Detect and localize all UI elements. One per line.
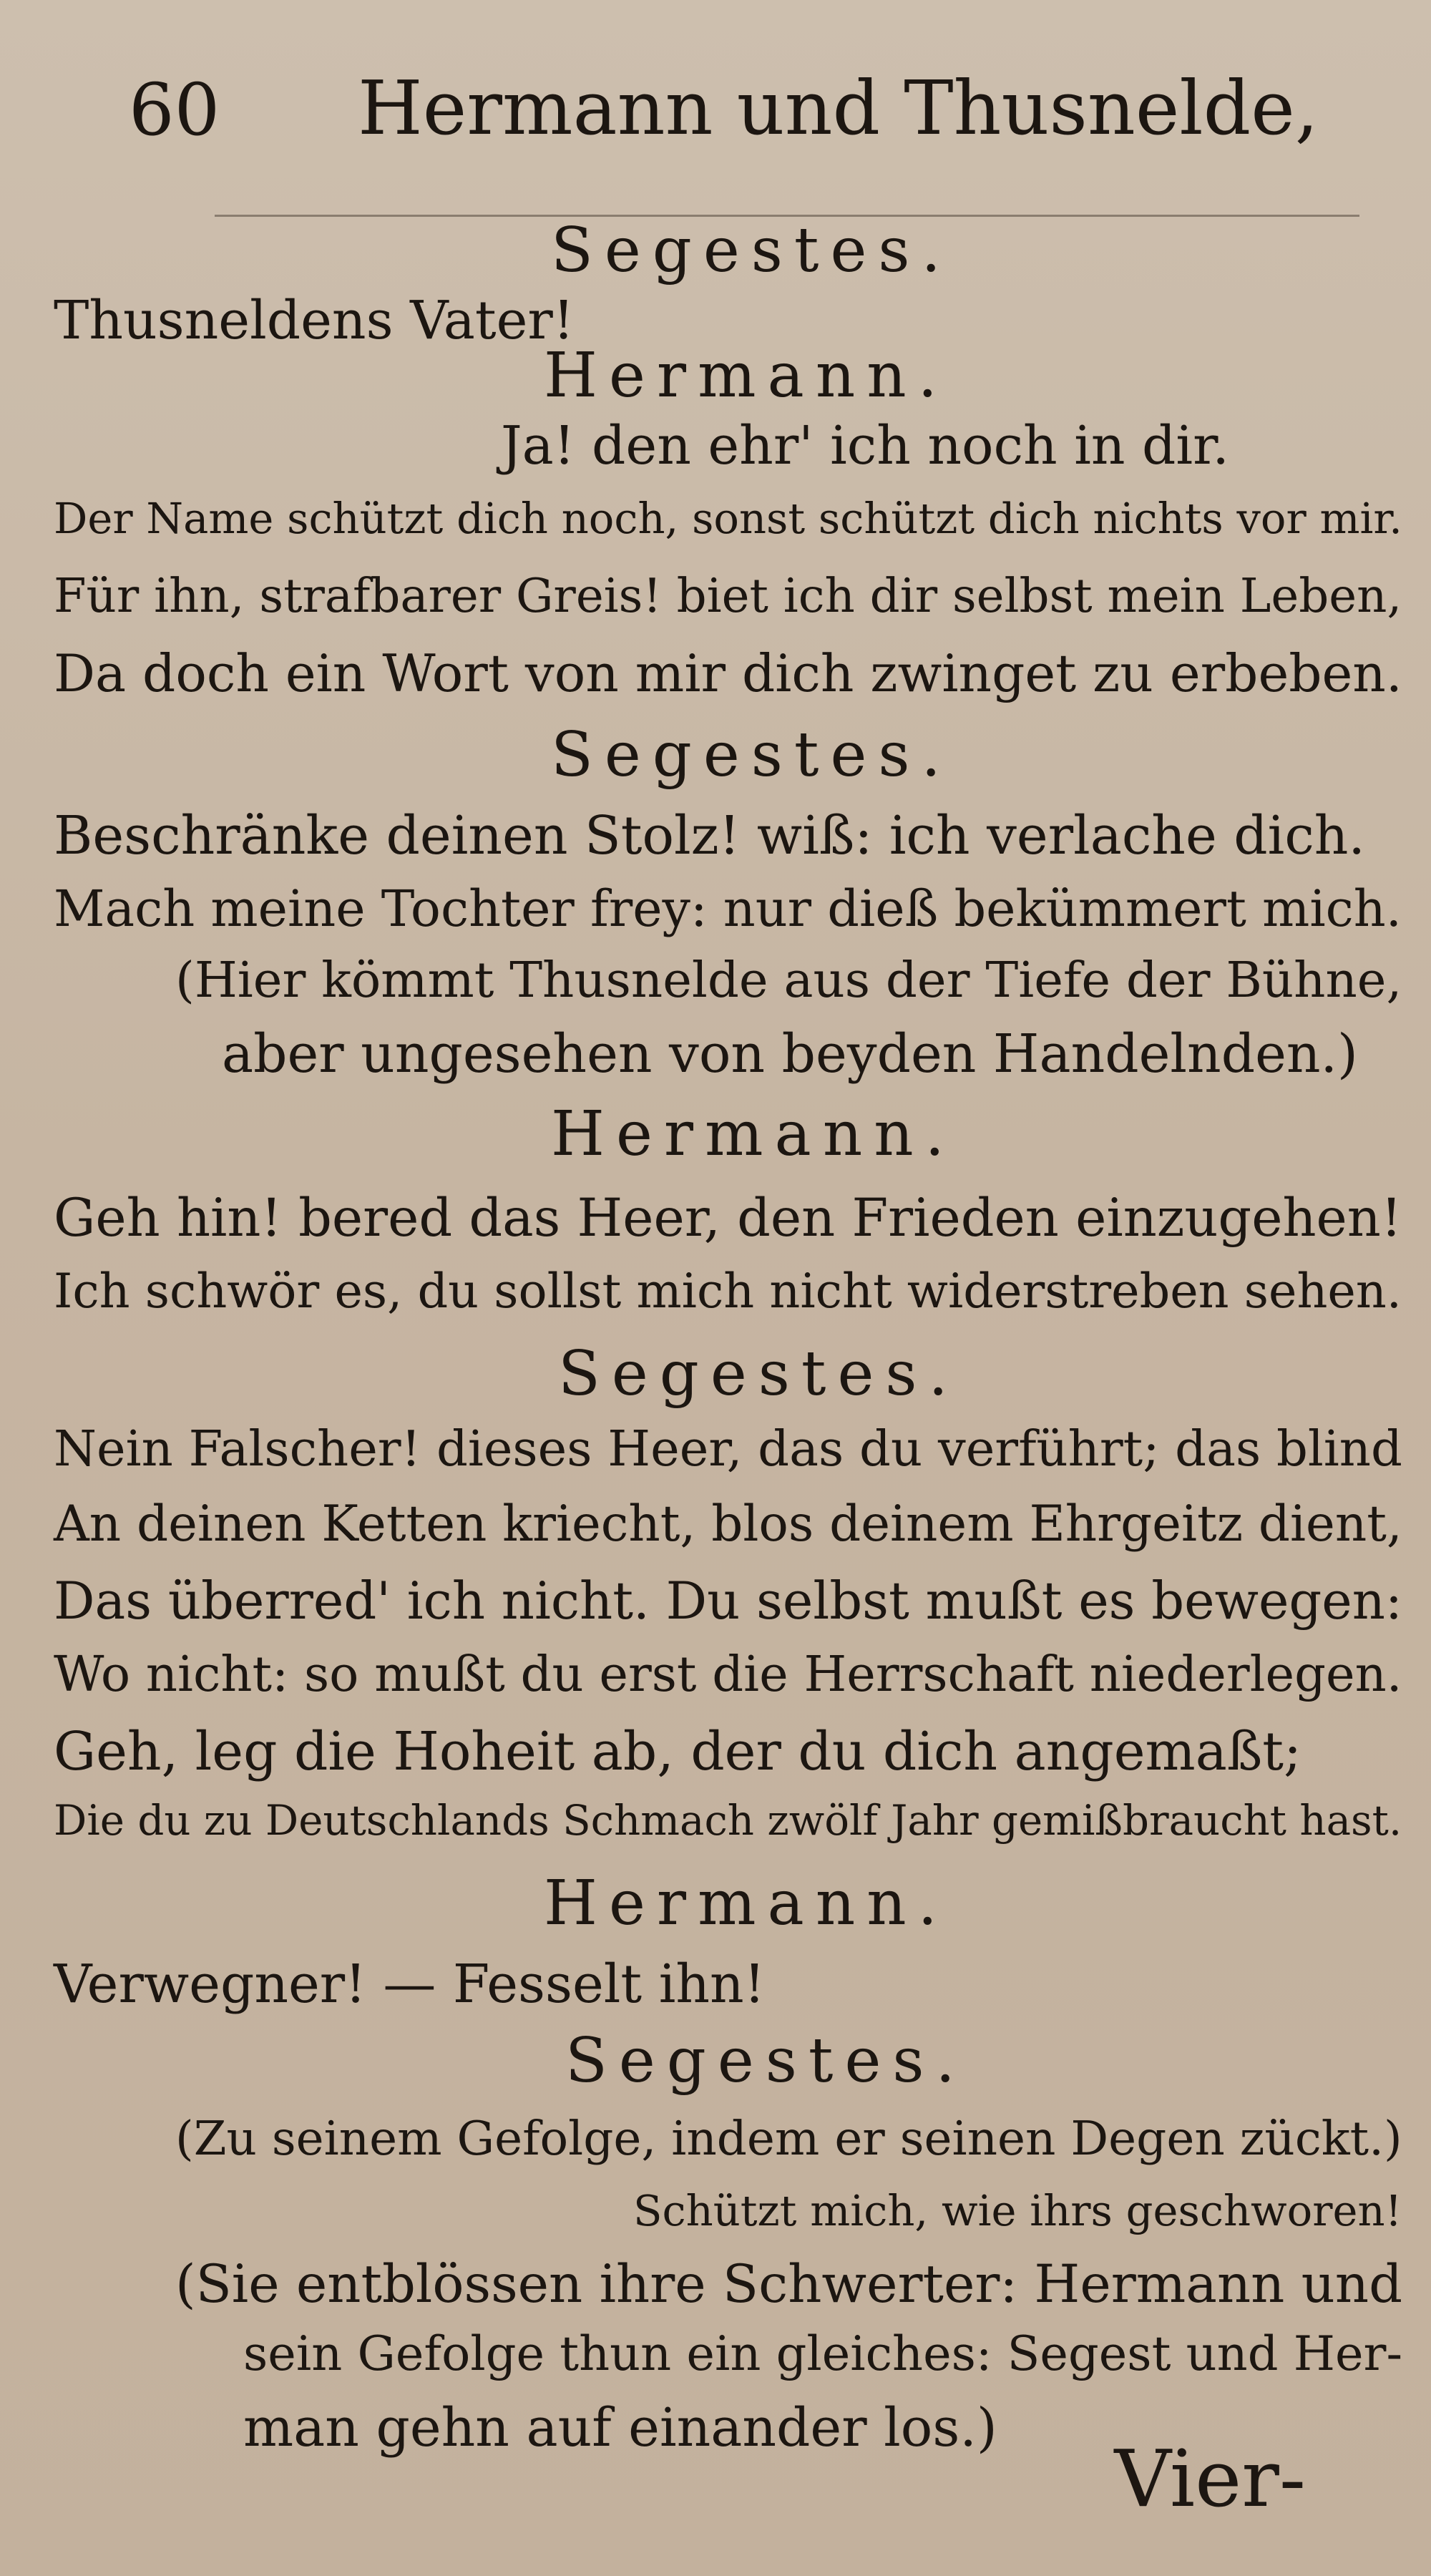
verse-line: Nein Falscher! dieses Heer, das du verführt; das blind: [54, 1420, 1402, 1478]
verse-line: Ja! den ehr' ich noch in dir.: [501, 415, 1229, 477]
verse-line: Geh hin! bered das Heer, den Frieden einzugehen!: [54, 1188, 1402, 1249]
speaker-name: Hermann.: [544, 340, 949, 411]
verse-line: Beschränke deinen Stolz! wiß: ich verlache dich.: [54, 805, 1365, 867]
speaker-name: Hermann.: [544, 1868, 949, 1939]
verse-line: Wo nicht: so mußt du erst die Herrschaft niederlegen.: [54, 1646, 1402, 1703]
speaker-name: Hermann.: [551, 1098, 956, 1170]
speaker-name: Segestes.: [558, 1338, 959, 1410]
verse-line: Für ihn, strafbarer Greis! biet ich dir selbst mein Leben,: [54, 569, 1402, 623]
verse-line: Das überred' ich nicht. Du selbst mußt es bewegen:: [54, 1571, 1403, 1631]
speaker-name: Segestes.: [565, 2025, 967, 2097]
stage-direction: sein Gefolge thun ein gleiches: Segest und Her-: [243, 2326, 1403, 2381]
verse-line: An deinen Ketten kriecht, blos deinem Ehrgeitz dient,: [54, 1496, 1402, 1553]
verse-line: Thusneldens Vater!: [54, 290, 575, 351]
catchword: Vier-: [1114, 2433, 1306, 2524]
verse-line: Die du zu Deutschlands Schmach zwölf Jahr gemißbraucht hast.: [54, 1796, 1402, 1845]
verse-line: Mach meine Tochter frey: nur dieß bekümmert mich.: [54, 880, 1402, 938]
verse-line: Der Name schützt dich noch, sonst schützt dich nichts vor mir.: [54, 494, 1402, 543]
speaker-name: Segestes.: [551, 719, 952, 791]
stage-direction: man gehn auf einander los.): [243, 2397, 997, 2459]
running-title: Hermann und Thusnelde,: [358, 64, 1319, 152]
stage-direction: aber ungesehen von beyden Handelnden.): [222, 1023, 1358, 1085]
stage-direction: (Sie entblössen ihre Schwerter: Hermann und: [175, 2254, 1402, 2315]
stage-direction: (Zu seinem Gefolge, indem er seinen Degen zückt.): [175, 2111, 1402, 2166]
verse-line: Ich schwör es, du sollst mich nicht widerstreben sehen.: [54, 1263, 1402, 1319]
verse-line: Verwegner! — Fesselt ihn!: [54, 1953, 766, 2015]
verse-line: Da doch ein Wort von mir dich zwinget zu erbeben.: [54, 644, 1402, 704]
verse-line: Schützt mich, wie ihrs geschworen!: [633, 2186, 1402, 2235]
speaker-name: Segestes.: [551, 215, 952, 286]
stage-direction: (Hier kömmt Thusnelde aus der Tiefe der Bühne,: [175, 952, 1402, 1009]
verse-line: Geh, leg die Hoheit ab, der du dich angemaßt;: [54, 1721, 1301, 1782]
page-number: 60: [129, 68, 220, 152]
